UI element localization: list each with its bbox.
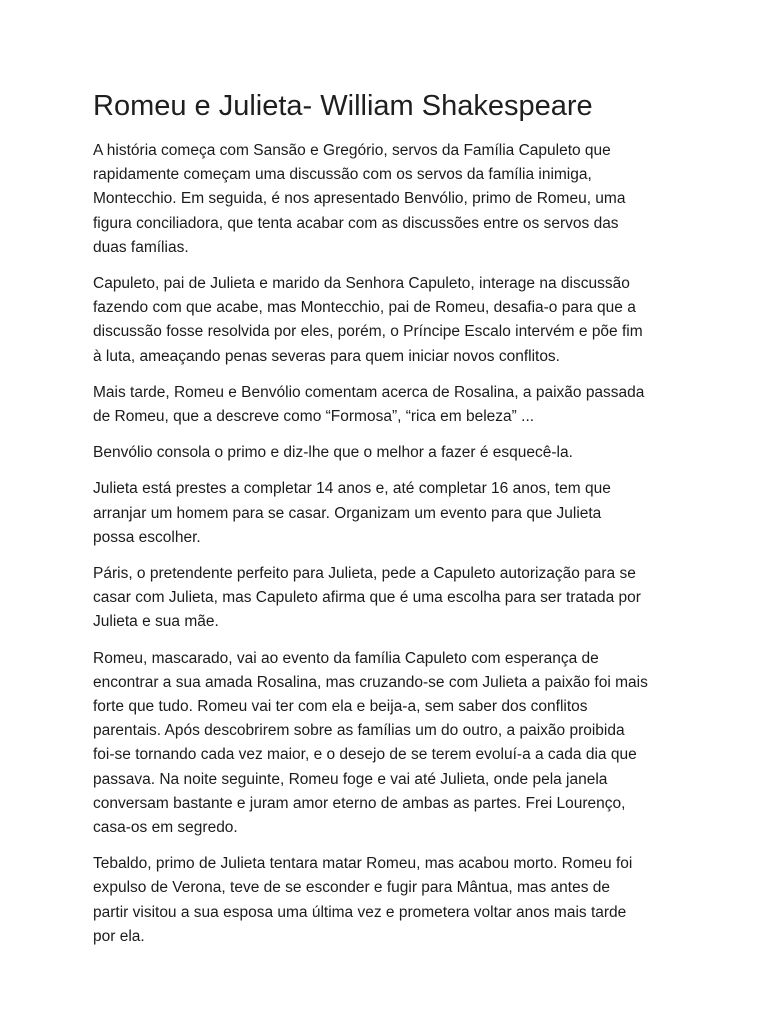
paragraph-line: Montecchio. Em seguida, é nos apresentado Benvólio, primo de Romeu, uma	[93, 190, 626, 208]
paragraph-line: Páris, o pretendente perfeito para Julieta, pede a Capuleto autorização para se	[93, 565, 636, 583]
paragraph-line: expulso de Verona, teve de se esconder e fugir para Mântua, mas antes de	[93, 879, 610, 897]
paragraph-line: à luta, ameaçando penas severas para quem iniciar novos conflitos.	[93, 347, 560, 365]
paragraph-line: conversam bastante e juram amor eterno de ambas as partes. Frei Lourenço,	[93, 794, 626, 812]
paragraph-line: encontrar a sua amada Rosalina, mas cruzando-se com Julieta a paixão foi mais	[93, 673, 648, 691]
paragraph-line: discussão fosse resolvida por eles, porém, o Príncipe Escalo intervém e põe fim	[93, 323, 643, 341]
paragraph-line: Tebaldo, primo de Julieta tentara matar Romeu, mas acabou morto. Romeu foi	[93, 855, 633, 873]
paragraph-line: fazendo com que acabe, mas Montecchio, pai de Romeu, desafia-o para que a	[93, 299, 636, 317]
paragraph-line: Capuleto, pai de Julieta e marido da Senhora Capuleto, interage na discussão	[93, 275, 630, 293]
paragraph-line: A história começa com Sansão e Gregório, servos da Família Capuleto que	[93, 142, 611, 159]
paragraph-line: figura conciliadora, que tenta acabar com as discussões entre os servos das	[93, 214, 619, 232]
paragraph	[93, 272, 688, 369]
paragraph	[93, 562, 688, 635]
paragraph-line: foi-se tornando cada vez maior, e o desejo de se terem evoluí-a a cada dia que	[93, 746, 637, 764]
paragraph-line: partir visitou a sua esposa uma última vez e prometera voltar anos mais tarde	[93, 903, 627, 921]
paragraph-line: Julieta e sua mãe.	[93, 613, 219, 631]
paragraph-line: de Romeu, que a descreve como “Formosa”, “rica em beleza” ...	[93, 408, 535, 426]
paragraph	[93, 381, 688, 429]
document-title: Romeu e Julieta- William Shakespeare	[93, 90, 593, 122]
paragraph-line: Romeu, mascarado, vai ao evento da família Capuleto com esperança de	[93, 649, 599, 667]
paragraph-line: casa-os em segredo.	[93, 819, 238, 837]
paragraph-line: Mais tarde, Romeu e Benvólio comentam acerca de Rosalina, a paixão passada	[93, 383, 645, 401]
paragraph-line: arranjar um homem para se casar. Organizam um evento para que Julieta	[93, 504, 602, 522]
paragraph-line: casar com Julieta, mas Capuleto afirma que é uma escolha para ser tratada por	[93, 589, 641, 607]
paragraph-line: forte que tudo. Romeu vai ter com ela e beija-a, sem saber dos conflitos	[93, 698, 588, 716]
paragraph-line: Benvólio consola o primo e diz-lhe que o melhor a fazer é esquecê-la.	[93, 444, 573, 462]
paragraph-line: parentais. Após descobrirem sobre as famílias um do outro, a paixão proibida	[93, 722, 625, 740]
paragraph	[93, 477, 688, 550]
paragraph-line: por ela.	[93, 927, 145, 945]
paragraph	[93, 647, 688, 841]
paragraph	[93, 852, 688, 949]
paragraph	[93, 139, 688, 260]
paragraph-line: passava. Na noite seguinte, Romeu foge e vai até Julieta, onde pela janela	[93, 770, 608, 788]
paragraph-line: rapidamente começam uma discussão com os servos da família inimiga,	[93, 166, 592, 184]
paragraph-list	[93, 139, 688, 949]
paragraph	[93, 441, 688, 465]
paragraph-line: Julieta está prestes a completar 14 anos e, até completar 16 anos, tem que	[93, 480, 611, 498]
paragraph-line: duas famílias.	[93, 238, 189, 256]
document-body	[93, 86, 688, 961]
paragraph-line: possa escolher.	[93, 528, 201, 546]
